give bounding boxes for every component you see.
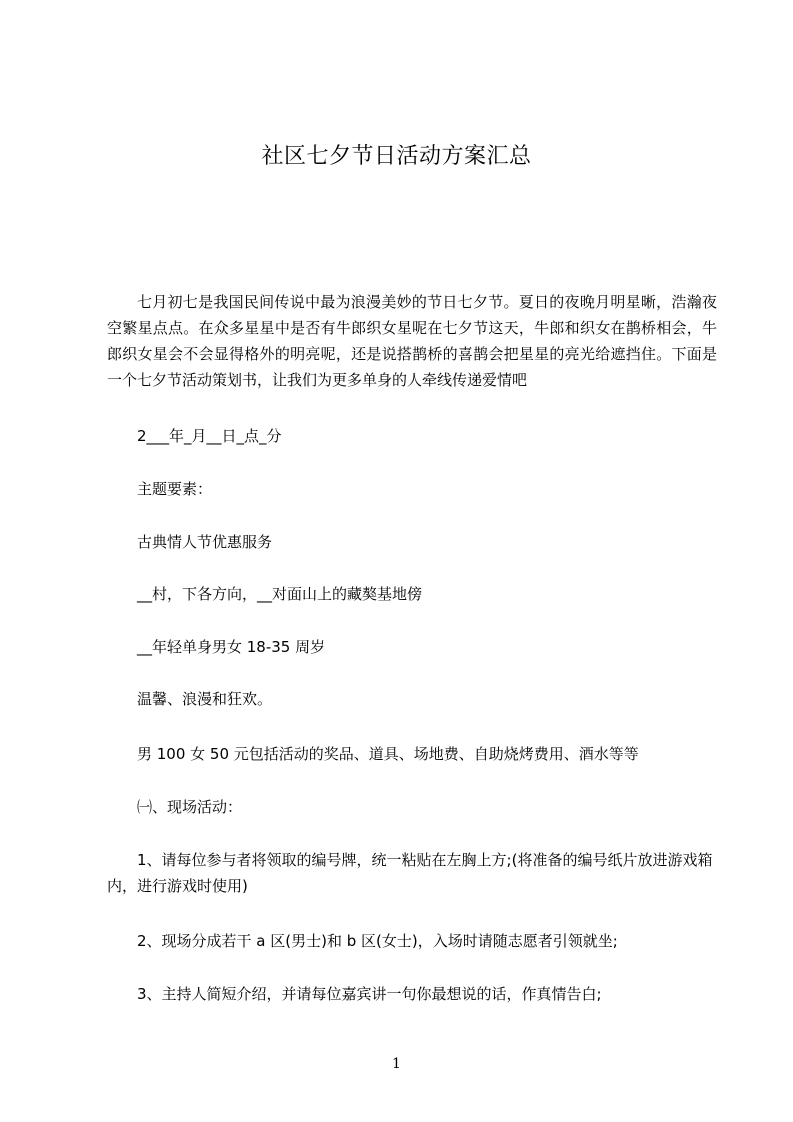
activity-item-2: 2、现场分成若干 a 区(男士)和 b 区(女士)，入场时请随志愿者引领就坐; (137, 932, 618, 950)
audience-line: __年轻单身男女 18-35 周岁 (137, 638, 326, 656)
document-title: 社区七夕节日活动方案汇总 (261, 144, 532, 169)
intro-paragraph: 七月初七是我国民间传说中最为浪漫美妙的节日七夕节。夏日的夜晚月明星晰，浩瀚夜空繁星点点。在众多星星中是否有牛郎织女星呢在七夕节这天，牛郎和织女在鹊桥相会，牛郎织女星会不会显得格外的明亮呢，还是说搭鹊桥的喜鹊会把星星的亮光给遮挡住。下面是一个七夕节活动策划书，让我们为更多单身的人牵线传递爱情吧 (107, 293, 717, 389)
theme-line: 古典情人节优惠服务 (137, 533, 273, 551)
page-number: 1 (392, 1056, 401, 1072)
location-line: __村，下各方向，__对面山上的藏獒基地傍 (137, 585, 423, 603)
activity-item-3: 3、主持人简短介绍，并请每位嘉宾讲一句你最想说的话，作真情告白; (137, 985, 602, 1003)
theme-heading: 主题要素： (137, 480, 213, 498)
date-line: 2___年_月__日_点_分 (137, 427, 282, 445)
section-heading: ㈠、现场活动： (137, 798, 243, 816)
activity-item-1: 1、请每位参与者将领取的编号牌，统一粘贴在左胸上方;(将准备的编号纸片放进游戏箱内，进行游戏时使用) (107, 851, 713, 895)
fee-line: 男 100 女 50 元包括活动的奖品、道具、场地费、自助烧烤费用、酒水等等 (137, 745, 639, 763)
atmosphere-line: 温馨、浪漫和狂欢。 (137, 690, 273, 708)
